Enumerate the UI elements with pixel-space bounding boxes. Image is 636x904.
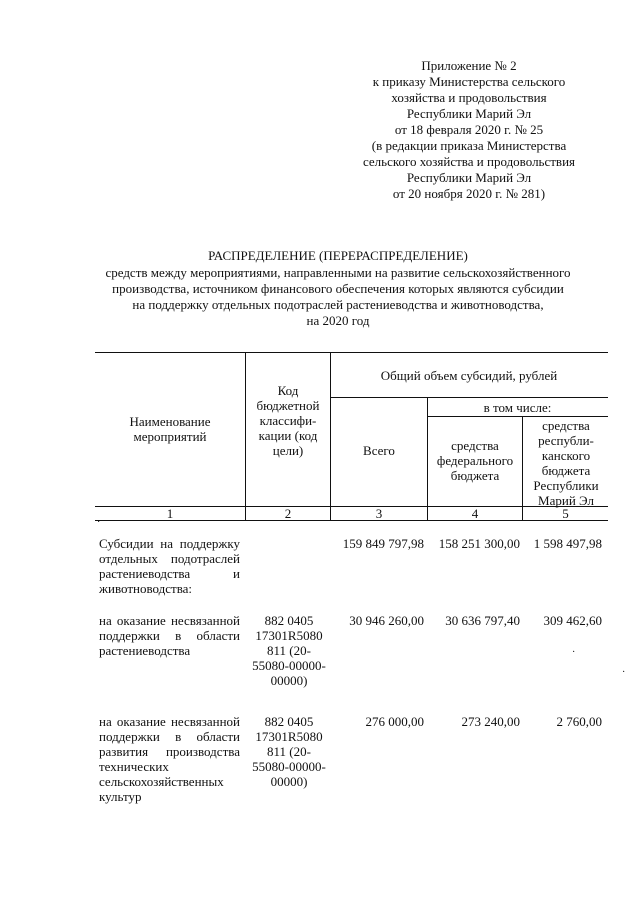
row-name: на оказание несвязанной поддержки в области развития производства технических сельскохозяйственных культур (99, 714, 240, 804)
scan-speck: · (572, 647, 576, 658)
title-heading: РАСПРЕДЕЛЕНИЕ (ПЕРЕРАСПРЕДЕЛЕНИЕ) (208, 248, 468, 263)
row-code: 882 0405 17301R5080 811 (20-55080-00000-00000) (252, 613, 326, 688)
approval-line: сельского хозяйства и продовольствия (362, 154, 576, 169)
title-line: на поддержку отдельных подотраслей растениеводства и животноводства, (132, 297, 544, 312)
title-line: производства, источником финансового обеспечения которых являются субсидии (112, 281, 564, 296)
row-name: на оказание несвязанной поддержки в области растениеводства (99, 613, 240, 658)
col-number-2: 2 (284, 506, 292, 521)
header-including: в том числе: (483, 400, 552, 415)
row-federal: 158 251 300,00 (438, 536, 520, 551)
col-number-1: 1 (166, 506, 174, 521)
row-federal: 273 240,00 (461, 714, 520, 729)
scan-speck: · (97, 517, 101, 528)
approval-line: Приложение № 2 (421, 58, 517, 73)
title-line: на 2020 год (306, 313, 370, 328)
row-name: Субсидии на поддержку отдельных подотраслей растениеводства и животноводства: (99, 536, 240, 596)
approval-line: хозяйства и продовольствия (391, 90, 547, 105)
row-republic: 1 598 497,98 (533, 536, 602, 551)
row-federal: 30 636 797,40 (445, 613, 520, 628)
approval-line: (в редакции приказа Министерства (371, 138, 567, 153)
header-total: Всего (363, 443, 395, 458)
row-total: 276 000,00 (365, 714, 424, 729)
col-number-4: 4 (471, 506, 479, 521)
approval-line: к приказу Министерства сельского (372, 74, 566, 89)
approval-line: от 20 ноября 2020 г. № 281) (392, 186, 546, 201)
header-federal: средства федерального бюджета (436, 438, 514, 483)
col-number-3: 3 (375, 506, 383, 521)
header-name: Наименование мероприятий (129, 414, 211, 444)
approval-line: Республики Марий Эл (406, 170, 532, 185)
approval-line: Республики Марий Эл (406, 106, 532, 121)
col-number-5: 5 (562, 506, 569, 521)
approval-block (340, 58, 598, 202)
row-total: 30 946 260,00 (349, 613, 424, 628)
header-republic: средства республи-канского бюджета Республики Марий Эл (533, 418, 599, 508)
scan-speck: · (622, 667, 626, 678)
document-title (40, 248, 636, 329)
row-code: 882 0405 17301R5080 811 (20-55080-00000-00000) (252, 714, 326, 789)
row-republic: 309 462,60 (543, 613, 602, 628)
header-total-group: Общий объем субсидий, рублей (380, 368, 558, 383)
header-code: Код бюджетной классифи-кации (код цели) (256, 383, 320, 458)
title-line: средств между мероприятиями, направленными на развитие сельскохозяйственного (105, 265, 571, 280)
row-republic: 2 760,00 (556, 714, 602, 729)
row-total: 159 849 797,98 (342, 536, 424, 551)
approval-line: от 18 февраля 2020 г. № 25 (394, 122, 544, 137)
